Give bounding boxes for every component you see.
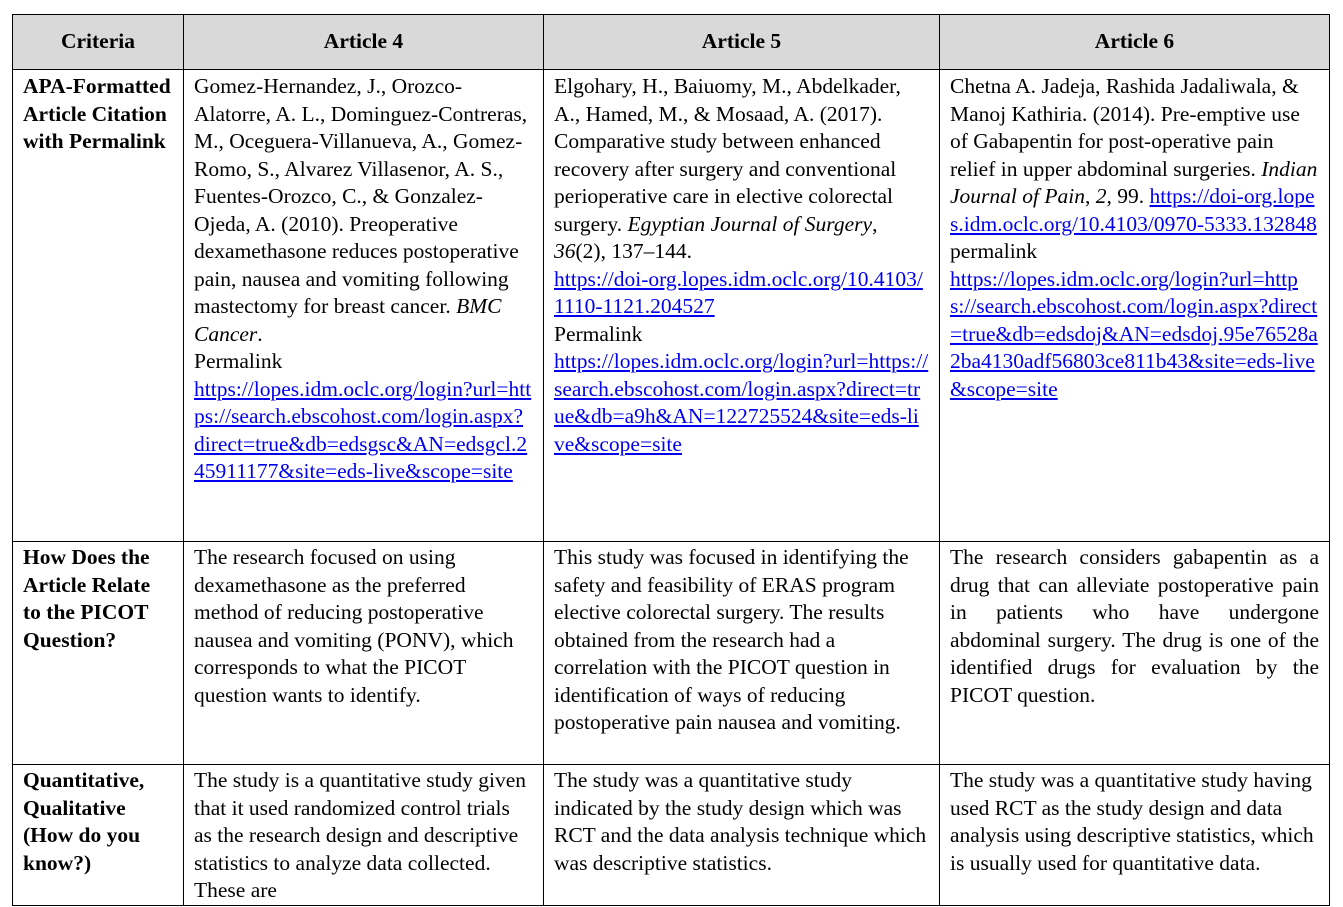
article-4-citation: [184, 70, 544, 542]
permalink-label: permalink: [950, 239, 1038, 263]
article-comparison-table: [12, 14, 1330, 906]
journal-name: BMC Cancer: [194, 294, 502, 346]
criteria-quantitative: Quantitative, Qualitative (How do you know?): [13, 765, 184, 906]
citation-end: .: [257, 321, 263, 346]
article-5-quant: The study was a quantitative study indicated by the study design which was RCT and the data analysis technique which was descriptive statistics.: [544, 765, 940, 906]
header-criteria: Criteria: [13, 15, 184, 70]
citation-end: (2), 137–144.: [575, 239, 692, 263]
permalink-link[interactable]: https://lopes.idm.oclc.org/login?url=https://search.ebscohost.com/login.aspx?direct=true&db=edsgsc&AN=edsgcl.245911177&site=eds-live&scope=site: [194, 376, 532, 483]
header-row: [13, 15, 1330, 70]
article-4-relate: The research focused on using dexamethasone as the preferred method of reducing postoperative nausea and vomiting (PONV), which corresponds to what the PICOT question wants to identify.: [184, 542, 544, 765]
permalink-label: Permalink: [194, 349, 283, 373]
doi-link[interactable]: https://doi-org.lopes.idm.oclc.org/10.4103/1110-1121.204527: [554, 266, 923, 318]
criteria-relate: How Does the Article Relate to the PICOT Question?: [13, 542, 184, 765]
citation-separator: ,: [872, 211, 878, 236]
article-5-relate: This study was focused in identifying the safety and feasibility of ERAS program elective colorectal surgery. The results obtained from the research had a correlation with the PICOT question in identification of ways of reducing postoperative pain nausea and vomiting.: [544, 542, 940, 765]
citation-text: Elgohary, H., Baiuomy, M., Abdelkader, A., Hamed, M., & Mosaad, A. (2017). Comparative study between enhanced recovery after surgery and conventional perioperative care in elective colorectal surgery.: [554, 74, 901, 236]
header-article-6: Article 6: [940, 15, 1330, 70]
permalink-label: Permalink: [554, 321, 643, 346]
journal-name: Indian Journal of Pain: [950, 156, 1318, 208]
citation-text: Gomez-Hernandez, J., Orozco-Alatorre, A. L., Dominguez-Contreras, M., Oceguera-Villanueva, A., Gomez-Romo, S., Alvarez Villasenor, A. S., Fuentes-Orozco, C., & Gonzalez-Ojeda, A. (2010). Preoperative dexamethasone reduces postoperative pain, nausea and vomiting following mastectomy for breast cancer.: [194, 74, 528, 318]
journal-name: Egyptian Journal of Surgery: [627, 211, 873, 236]
volume: 36: [554, 239, 576, 263]
header-article-4: Article 4: [184, 15, 544, 70]
quant-row: [13, 765, 1330, 906]
header-article-5: Article 5: [544, 15, 940, 70]
article-5-citation: [544, 70, 940, 542]
citation-end: , 99.: [1106, 184, 1150, 208]
article-6-relate: The research considers gabapentin as a drug that can alleviate postoperative pain in patients who have undergone abdominal surgery. The drug is one of the identified drugs for evaluation by the PICOT question.: [940, 542, 1330, 765]
relate-row: [13, 542, 1330, 765]
citation-text: Chetna A. Jadeja, Rashida Jadaliwala, & Manoj Kathiria. (2014). Pre-emptive use of Gabapentin for post-operative pain relief in upper abdominal surgeries.: [950, 74, 1300, 181]
permalink-link[interactable]: https://lopes.idm.oclc.org/login?url=https://search.ebscohost.com/login.aspx?direct=true&db=a9h&AN=122725524&site=eds-live&scope=site: [554, 349, 929, 456]
article-4-quant: The study is a quantitative study given that it used randomized control trials as the research design and descriptive statistics to analyze data collected. These are: [184, 765, 544, 906]
criteria-citation: APA-Formatted Article Citation with Permalink: [13, 70, 184, 542]
permalink-link[interactable]: https://lopes.idm.oclc.org/login?url=https://search.ebscohost.com/login.aspx?direct=true&db=edsdoj&AN=edsdoj.95e76528a2ba4130adf56803ce811b43&site=eds-live&scope=site: [950, 266, 1318, 401]
article-6-quant: The study was a quantitative study having used RCT as the study design and data analysis using descriptive statistics, which is usually used for quantitative data.: [940, 765, 1330, 906]
volume: 2: [1095, 184, 1107, 208]
citation-separator: ,: [1084, 184, 1096, 208]
article-6-citation: [940, 70, 1330, 542]
citation-row: [13, 70, 1330, 542]
doi-link[interactable]: https://doi-org.lopes.idm.oclc.org/10.4103/0970-5333.132848: [950, 184, 1317, 236]
